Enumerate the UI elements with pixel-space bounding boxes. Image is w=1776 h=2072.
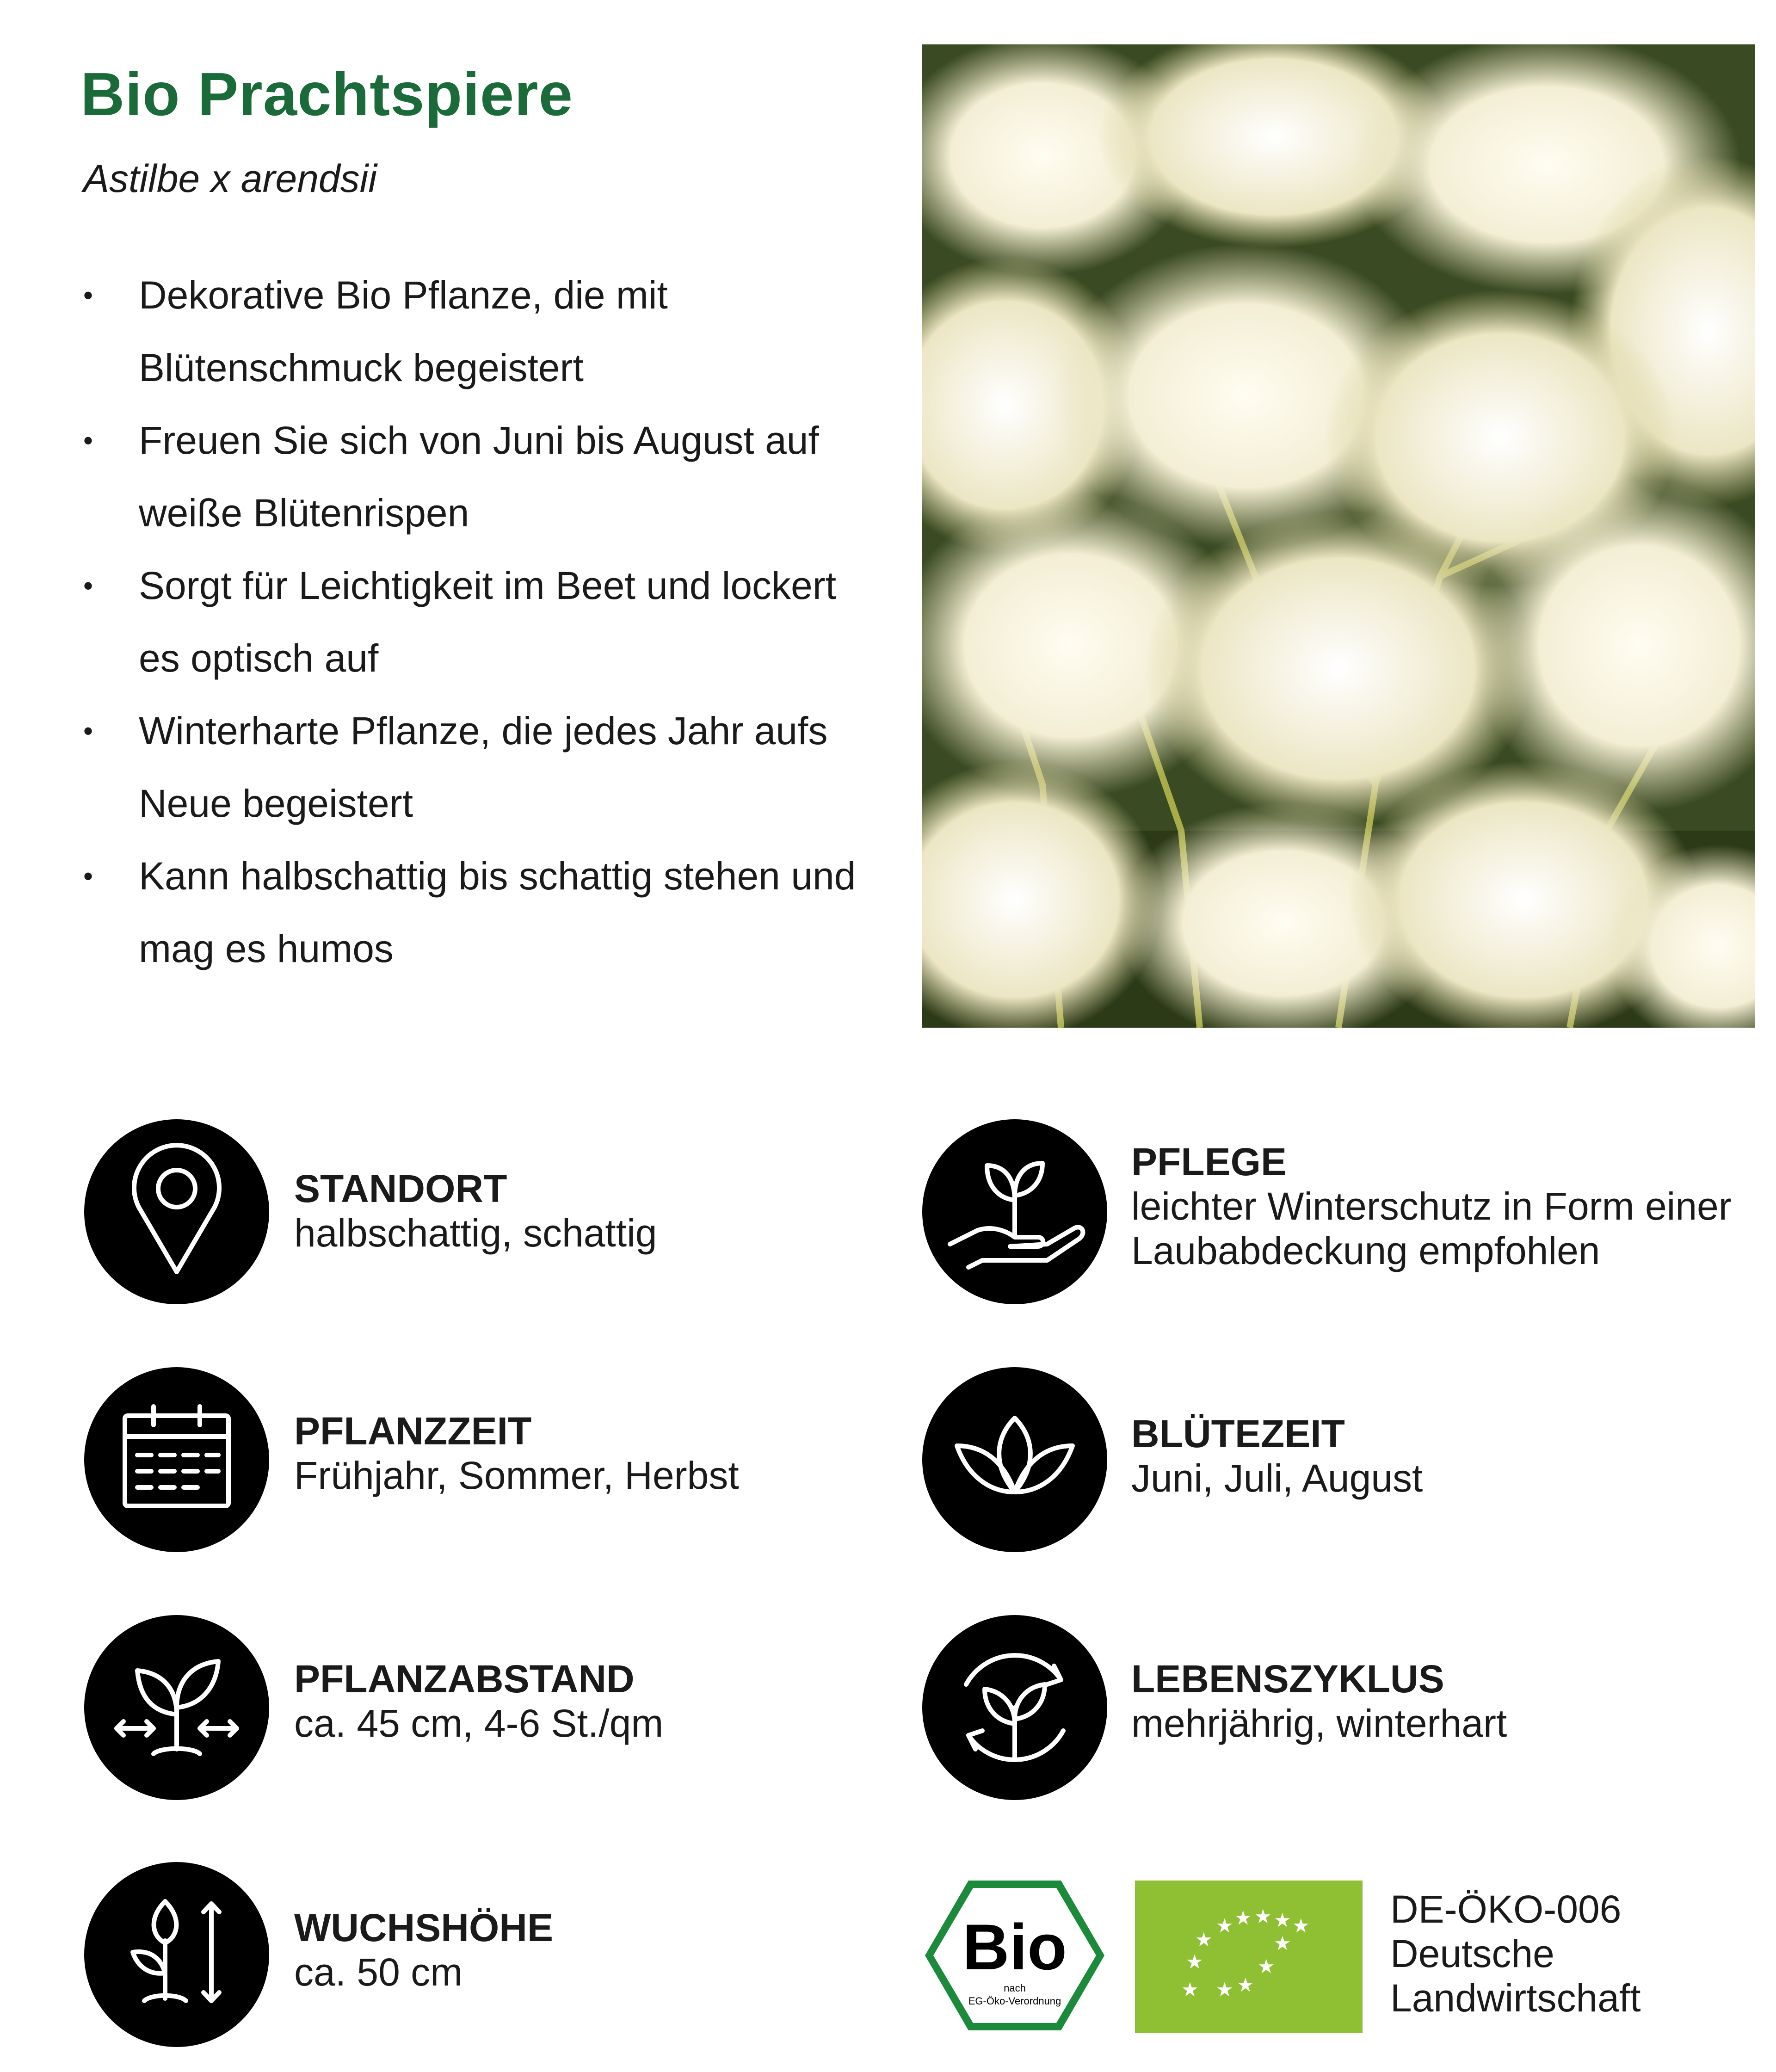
wuchshoehe-value: ca. 50 cm: [294, 1950, 463, 1994]
svg-text:★: ★: [1292, 1914, 1310, 1937]
svg-text:★: ★: [1258, 1955, 1275, 1978]
bullet-icon: •: [83, 570, 93, 601]
list-item: • Kann halbschattig bis schattig stehen und mag es humos: [83, 840, 879, 985]
svg-text:★: ★: [1237, 1973, 1254, 1996]
standort-icon-circle: [84, 1119, 269, 1304]
lebenszyklus-info: [1131, 1657, 1507, 1745]
bio-logo-sub1: nach: [1004, 1982, 1026, 1994]
svg-text:★: ★: [1195, 1928, 1213, 1951]
pflanzzeit-icon-circle: [84, 1367, 269, 1552]
wuchshoehe-info: [294, 1906, 553, 1994]
feature-list: [83, 259, 879, 985]
pflanzabstand-value: ca. 45 cm, 4-6 St./qm: [294, 1702, 664, 1745]
pflanzabstand-title: PFLANZABSTAND: [294, 1657, 635, 1701]
bluetezeit-icon-circle: [922, 1367, 1107, 1552]
pflege-info: [1131, 1140, 1732, 1273]
list-item: • Freuen Sie sich von Juni bis August auf weiße Blütenrispen: [83, 404, 879, 549]
bullet-icon: •: [83, 861, 93, 892]
latin-name: Astilbe x arendsii: [83, 157, 377, 200]
pflanzabstand-icon-circle: [84, 1615, 269, 1800]
cert-line2: Deutsche: [1390, 1932, 1554, 1975]
bullet-icon: •: [83, 280, 93, 311]
certification-text: [1390, 1887, 1641, 2020]
cycle-plant-icon: [922, 1615, 1107, 1800]
standort-title: STANDORT: [294, 1167, 507, 1210]
cert-code: DE-ÖKO-006: [1390, 1887, 1622, 1931]
bluetezeit-title: BLÜTEZEIT: [1131, 1412, 1345, 1455]
wuchshoehe-title: WUCHSHÖHE: [294, 1906, 553, 1949]
pflanzabstand-info: [294, 1657, 663, 1745]
plant-height-icon: [84, 1862, 269, 2047]
bio-logo-text: Bio: [962, 1911, 1067, 1983]
svg-text:★: ★: [1234, 1906, 1252, 1929]
pflanzzeit-value: Frühjahr, Sommer, Herbst: [294, 1454, 739, 1497]
list-item: • Winterharte Pflanze, die jedes Jahr aufs Neue begeistert: [83, 695, 879, 840]
eu-organic-logo: [1135, 1881, 1363, 2033]
bio-seal-logo: [922, 1877, 1107, 2036]
svg-text:★: ★: [1216, 1978, 1233, 2001]
lebenszyklus-icon-circle: [922, 1615, 1107, 1800]
lebenszyklus-title: LEBENSZYKLUS: [1131, 1657, 1444, 1701]
svg-text:★: ★: [1216, 1914, 1233, 1937]
bluetezeit-value: Juni, Juli, August: [1131, 1456, 1423, 1500]
svg-text:★: ★: [1181, 1978, 1199, 2001]
cert-line3: Landwirtschaft: [1390, 1976, 1641, 2020]
list-item: • Sorgt für Leichtigkeit im Beet und lockert es optisch auf: [83, 549, 879, 695]
bullet-icon: •: [83, 425, 93, 456]
standort-value: halbschattig, schattig: [294, 1211, 657, 1255]
svg-text:★: ★: [1274, 1932, 1291, 1955]
bio-logo-sub2: EG-Öko-Verordnung: [968, 1995, 1061, 2007]
pflege-title: PFLEGE: [1131, 1140, 1287, 1184]
lotus-flower-icon: [922, 1367, 1107, 1552]
pflanzzeit-title: PFLANZZEIT: [294, 1409, 532, 1453]
svg-text:★: ★: [1254, 1905, 1272, 1928]
pflege-value-line1: leichter Winterschutz in Form einer: [1131, 1184, 1732, 1228]
location-pin-icon: [84, 1119, 269, 1304]
pflege-icon-circle: [922, 1119, 1107, 1304]
product-photo: [922, 44, 1755, 1028]
hand-plant-icon: [922, 1119, 1107, 1304]
bluetezeit-info: [1131, 1412, 1423, 1500]
svg-text:★: ★: [1274, 1909, 1291, 1931]
standort-info: [294, 1166, 657, 1255]
wuchshoehe-icon-circle: [84, 1862, 269, 2047]
pflanzzeit-info: [294, 1409, 739, 1498]
pflege-value-line2: Laubabdeckung empfohlen: [1131, 1229, 1600, 1272]
calendar-icon: [84, 1367, 269, 1552]
seedling-spacing-icon: [84, 1615, 269, 1800]
white-astilbe-flowers-photo: [922, 44, 1755, 1028]
svg-text:★: ★: [1186, 1950, 1203, 1973]
eu-leaf-stars-icon: [1135, 1881, 1363, 2033]
product-title: Bio Prachtspiere: [80, 60, 574, 128]
bullet-icon: •: [83, 715, 93, 746]
lebenszyklus-value: mehrjährig, winterhart: [1131, 1702, 1507, 1745]
list-item: • Dekorative Bio Pflanze, die mit Blütenschmuck begeistert: [83, 259, 879, 404]
